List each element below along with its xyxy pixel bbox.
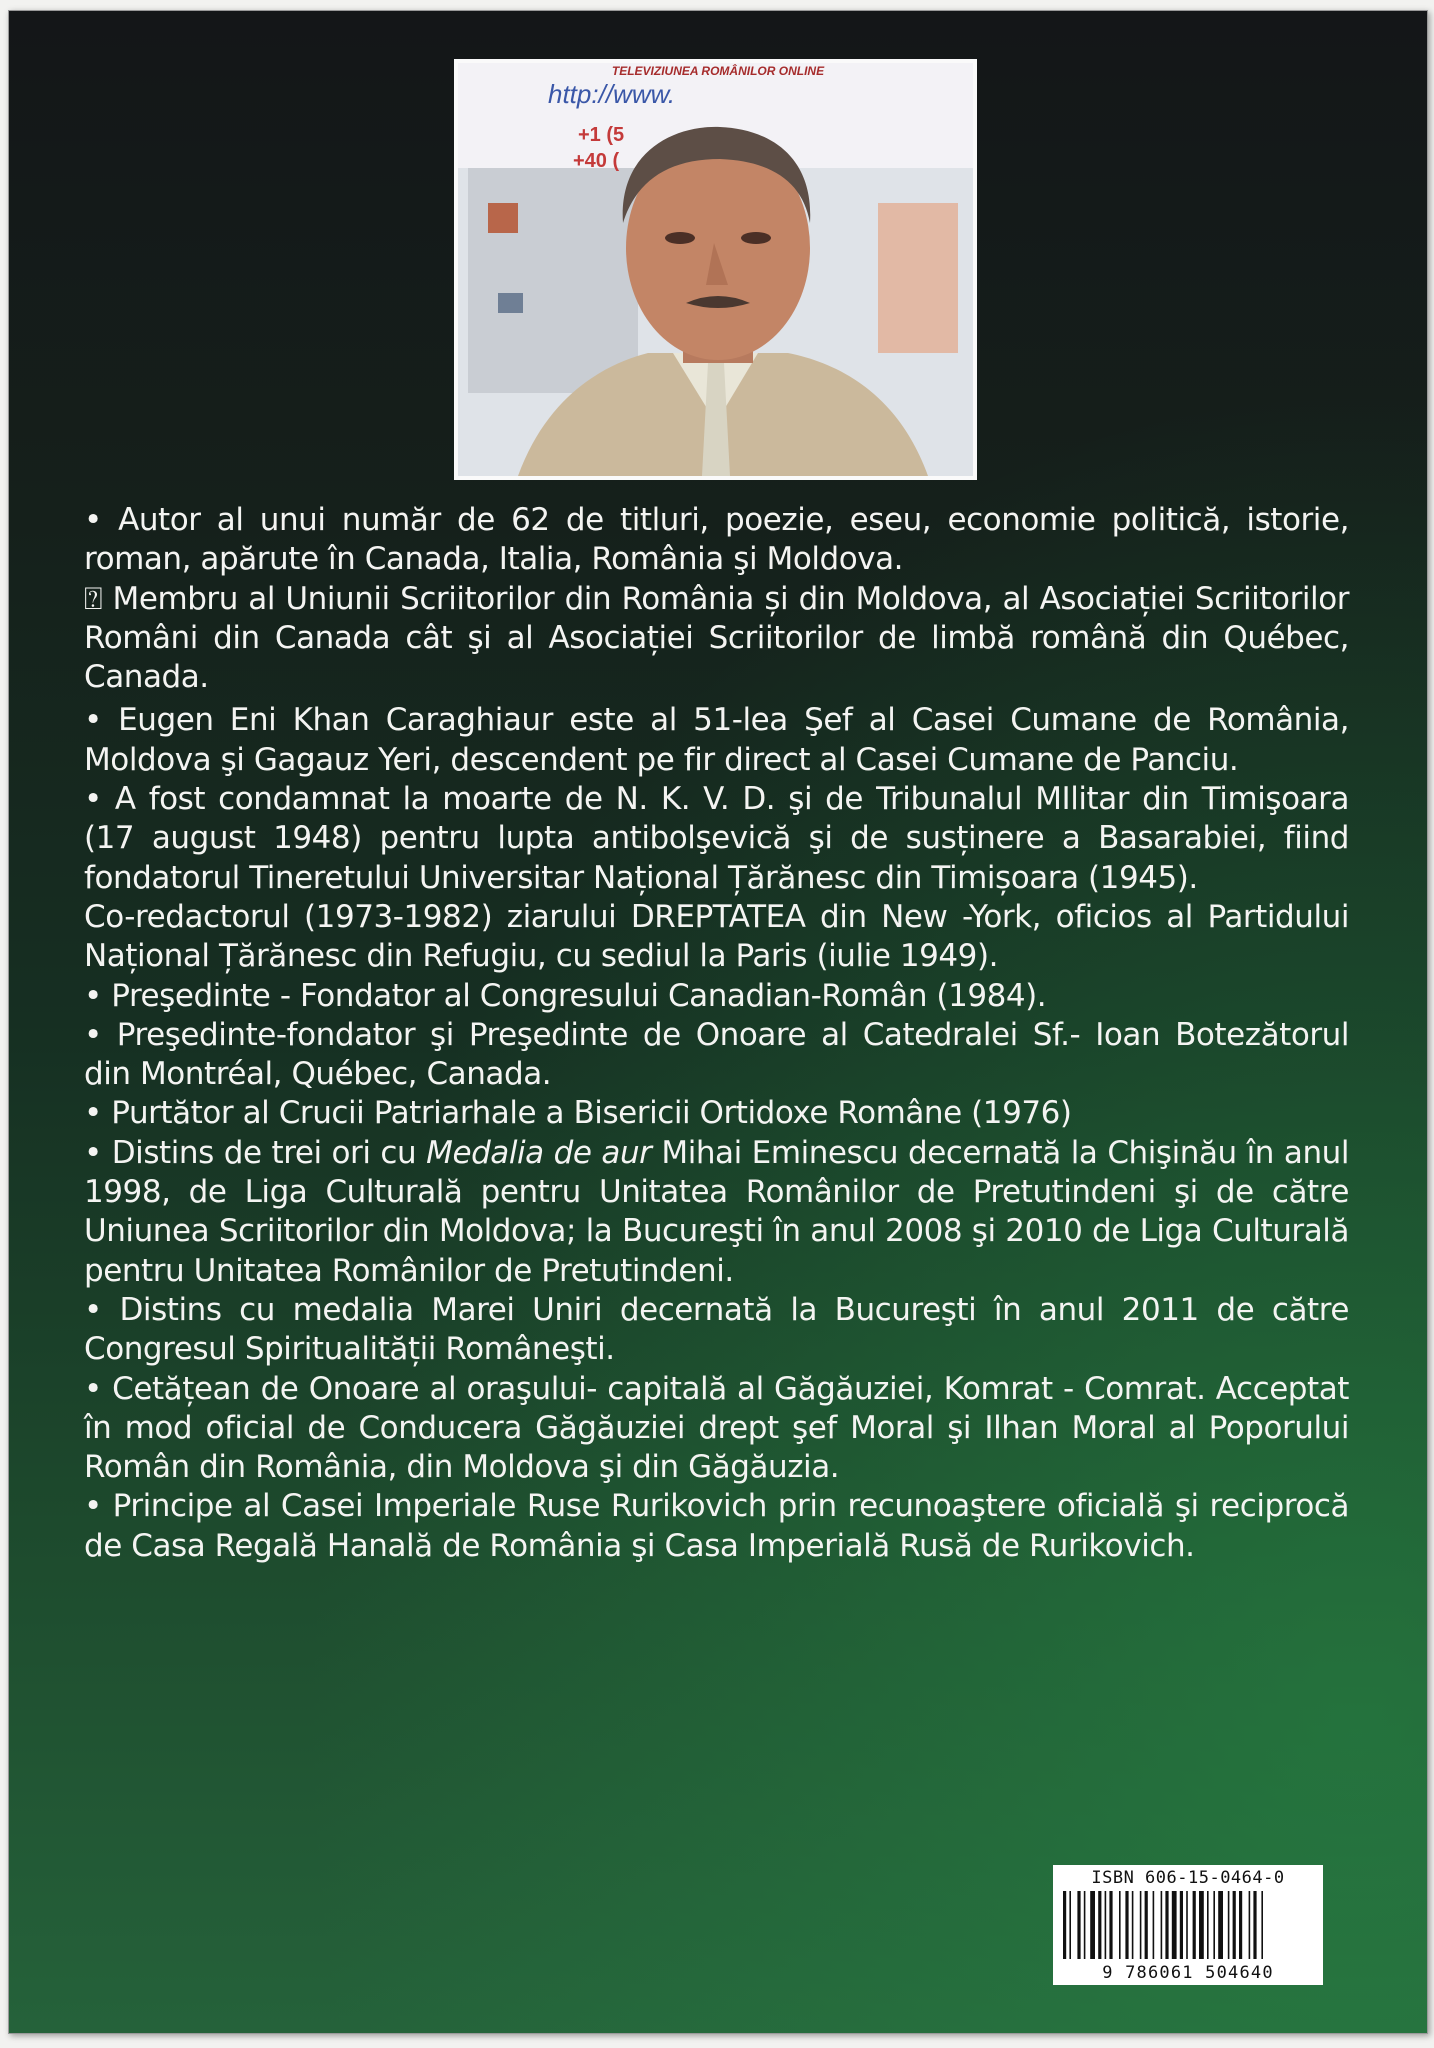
bio-paragraph-cathedral: • Preşedinte-fondator şi Preşedinte de Onoare al Catedralei Sf.- Ioan Botezătorul din Montréal, Québec, Canada.	[84, 1016, 1349, 1093]
barcode-bar	[1140, 1891, 1142, 1959]
bio-paragraph-prince: • Principe al Casei Imperiale Ruse Rurikovich prin recunoaştere oficială şi reciprocă de Casa Regală Hanală de România şi Casa Imperială Rusă de Rurikovich.	[84, 1488, 1349, 1564]
barcode-bar	[1084, 1891, 1086, 1959]
barcode-bar	[1119, 1891, 1121, 1959]
barcode-bar	[1069, 1891, 1071, 1959]
barcode-bar	[1193, 1891, 1196, 1959]
isbn-barcode	[1053, 1865, 1323, 1985]
barcode-bar	[1199, 1891, 1204, 1959]
bio-paragraph-death-sentence: • A fost condamnat la moarte de N. K. V. D. şi de Tribunalul MIlitar din Timişoara (17 august 1948) pentru lupta antibolşevică şi de susținere a Basarabiei, fiind fondatorul Tineretului Universitar Național Țărănesc din Timișoara (1945).	[84, 781, 1349, 896]
barcode-bar	[1109, 1891, 1112, 1959]
barcode-bar	[1228, 1891, 1230, 1959]
barcode-bar	[1172, 1891, 1177, 1959]
barcode-bar	[1105, 1891, 1107, 1959]
photo-sign-line-1: TELEVIZIUNEA ROMÂNILOR ONLINE	[611, 64, 825, 78]
barcode-bar	[1161, 1891, 1163, 1959]
barcode-bar	[1261, 1891, 1263, 1959]
barcode-bar	[1249, 1891, 1251, 1959]
photo-sign-line-2: http://www.	[548, 79, 676, 109]
bio-paragraph-great-union-medal: • Distins cu medalia Marei Uniri decernată la Bucureşti în anul 2011 de către Congresul Spiritualității Româneşti.	[84, 1291, 1349, 1368]
author-photo	[454, 59, 977, 480]
barcode-bar	[1253, 1891, 1256, 1959]
author-biography	[84, 501, 1349, 1566]
medal-text-after: Mihai Eminescu decernată la Chişinău în anul 1998, de Liga Culturală pentru Unitatea Românilor de Pretutindeni şi de către Uniunea Scriitorilor din Moldova; la Bucureşti în anul 2008 şi 2010 de Liga Culturală pentru Unitatea Românilor de Pretutindeni.	[84, 1134, 1350, 1289]
isbn-label: ISBN 606-15-0464-0	[1091, 1868, 1285, 1888]
barcode-bar	[1207, 1891, 1209, 1959]
bio-paragraph-cuman-house: • Eugen Eni Khan Caraghiaur este al 51-lea Şef al Casei Cumane de România, Moldova şi Gagauz Yeri, descendent pe fir direct al Casei Cumane de Panciu.	[84, 702, 1349, 778]
barcode-bar	[1153, 1891, 1155, 1959]
barcode-digits: 9 786061 504640	[1102, 1963, 1274, 1983]
barcode-bar	[1098, 1891, 1101, 1959]
medal-text-italic: Medalia de aur	[426, 1134, 652, 1171]
book-back-cover	[8, 10, 1428, 2034]
barcode-bar	[1090, 1891, 1095, 1959]
barcode-bar	[1077, 1891, 1080, 1959]
barcode-bar	[1186, 1891, 1188, 1959]
barcode-bar	[1145, 1891, 1148, 1959]
barcode-bar	[1213, 1891, 1215, 1959]
barcode-bar	[1218, 1891, 1223, 1959]
bio-paragraph-honorary-citizen: • Cetățean de Onoare al oraşului- capitală al Găgăuziei, Komrat - Comrat. Acceptat în mod oficial de Conducera Găgăuziei drept şef Moral şi Ilhan Moral al Poporului Român din România, din Moldova şi din Găgăuzia.	[84, 1370, 1349, 1486]
barcode-bar	[1233, 1891, 1236, 1959]
bio-paragraph-writers-union: ⍰ Membru al Uniunii Scriitorilor din România și din Moldova, al Asociației Scriitorilor Români din Canada cât şi al Asociației Scriitorilor de limbă română din Québec, Canada.	[84, 580, 1349, 696]
barcode-bar	[1180, 1891, 1183, 1959]
barcode-bar	[1165, 1891, 1168, 1959]
photo-sign-line-3: +1 (5	[578, 124, 625, 146]
barcode-bar	[1239, 1891, 1242, 1959]
barcode-bars	[1059, 1891, 1317, 1959]
barcode-bar	[1132, 1891, 1134, 1959]
bio-paragraph-dreptatea: Co-redactorul (1973-1982) ziarului DREPTATEA din New -York, oficios al Partidului Național Țărănesc din Refugiu, cu sediul la Paris (iulie 1949).	[84, 898, 1349, 975]
medal-text-before: • Distins de trei ori cu	[84, 1134, 427, 1171]
photo-sign-line-4: +40 (	[573, 150, 620, 172]
barcode-bar	[1063, 1891, 1066, 1959]
bio-paragraph-patriarchal-cross: • Purtător al Crucii Patriarhale a Bisericii Ortidoxe Române (1976)	[84, 1095, 1072, 1132]
bio-paragraph-congress: • Preşedinte - Fondator al Congresului Canadian-Român (1984).	[84, 977, 1047, 1014]
bio-paragraph-titles: • Autor al unui număr de 62 de titluri, poezie, eseu, economie politică, istorie, roman, apărute în Canada, Italia, România şi Moldova.	[84, 502, 1349, 578]
barcode-bar	[1125, 1891, 1128, 1959]
bio-paragraph-eminescu-medal	[84, 1134, 1349, 1291]
